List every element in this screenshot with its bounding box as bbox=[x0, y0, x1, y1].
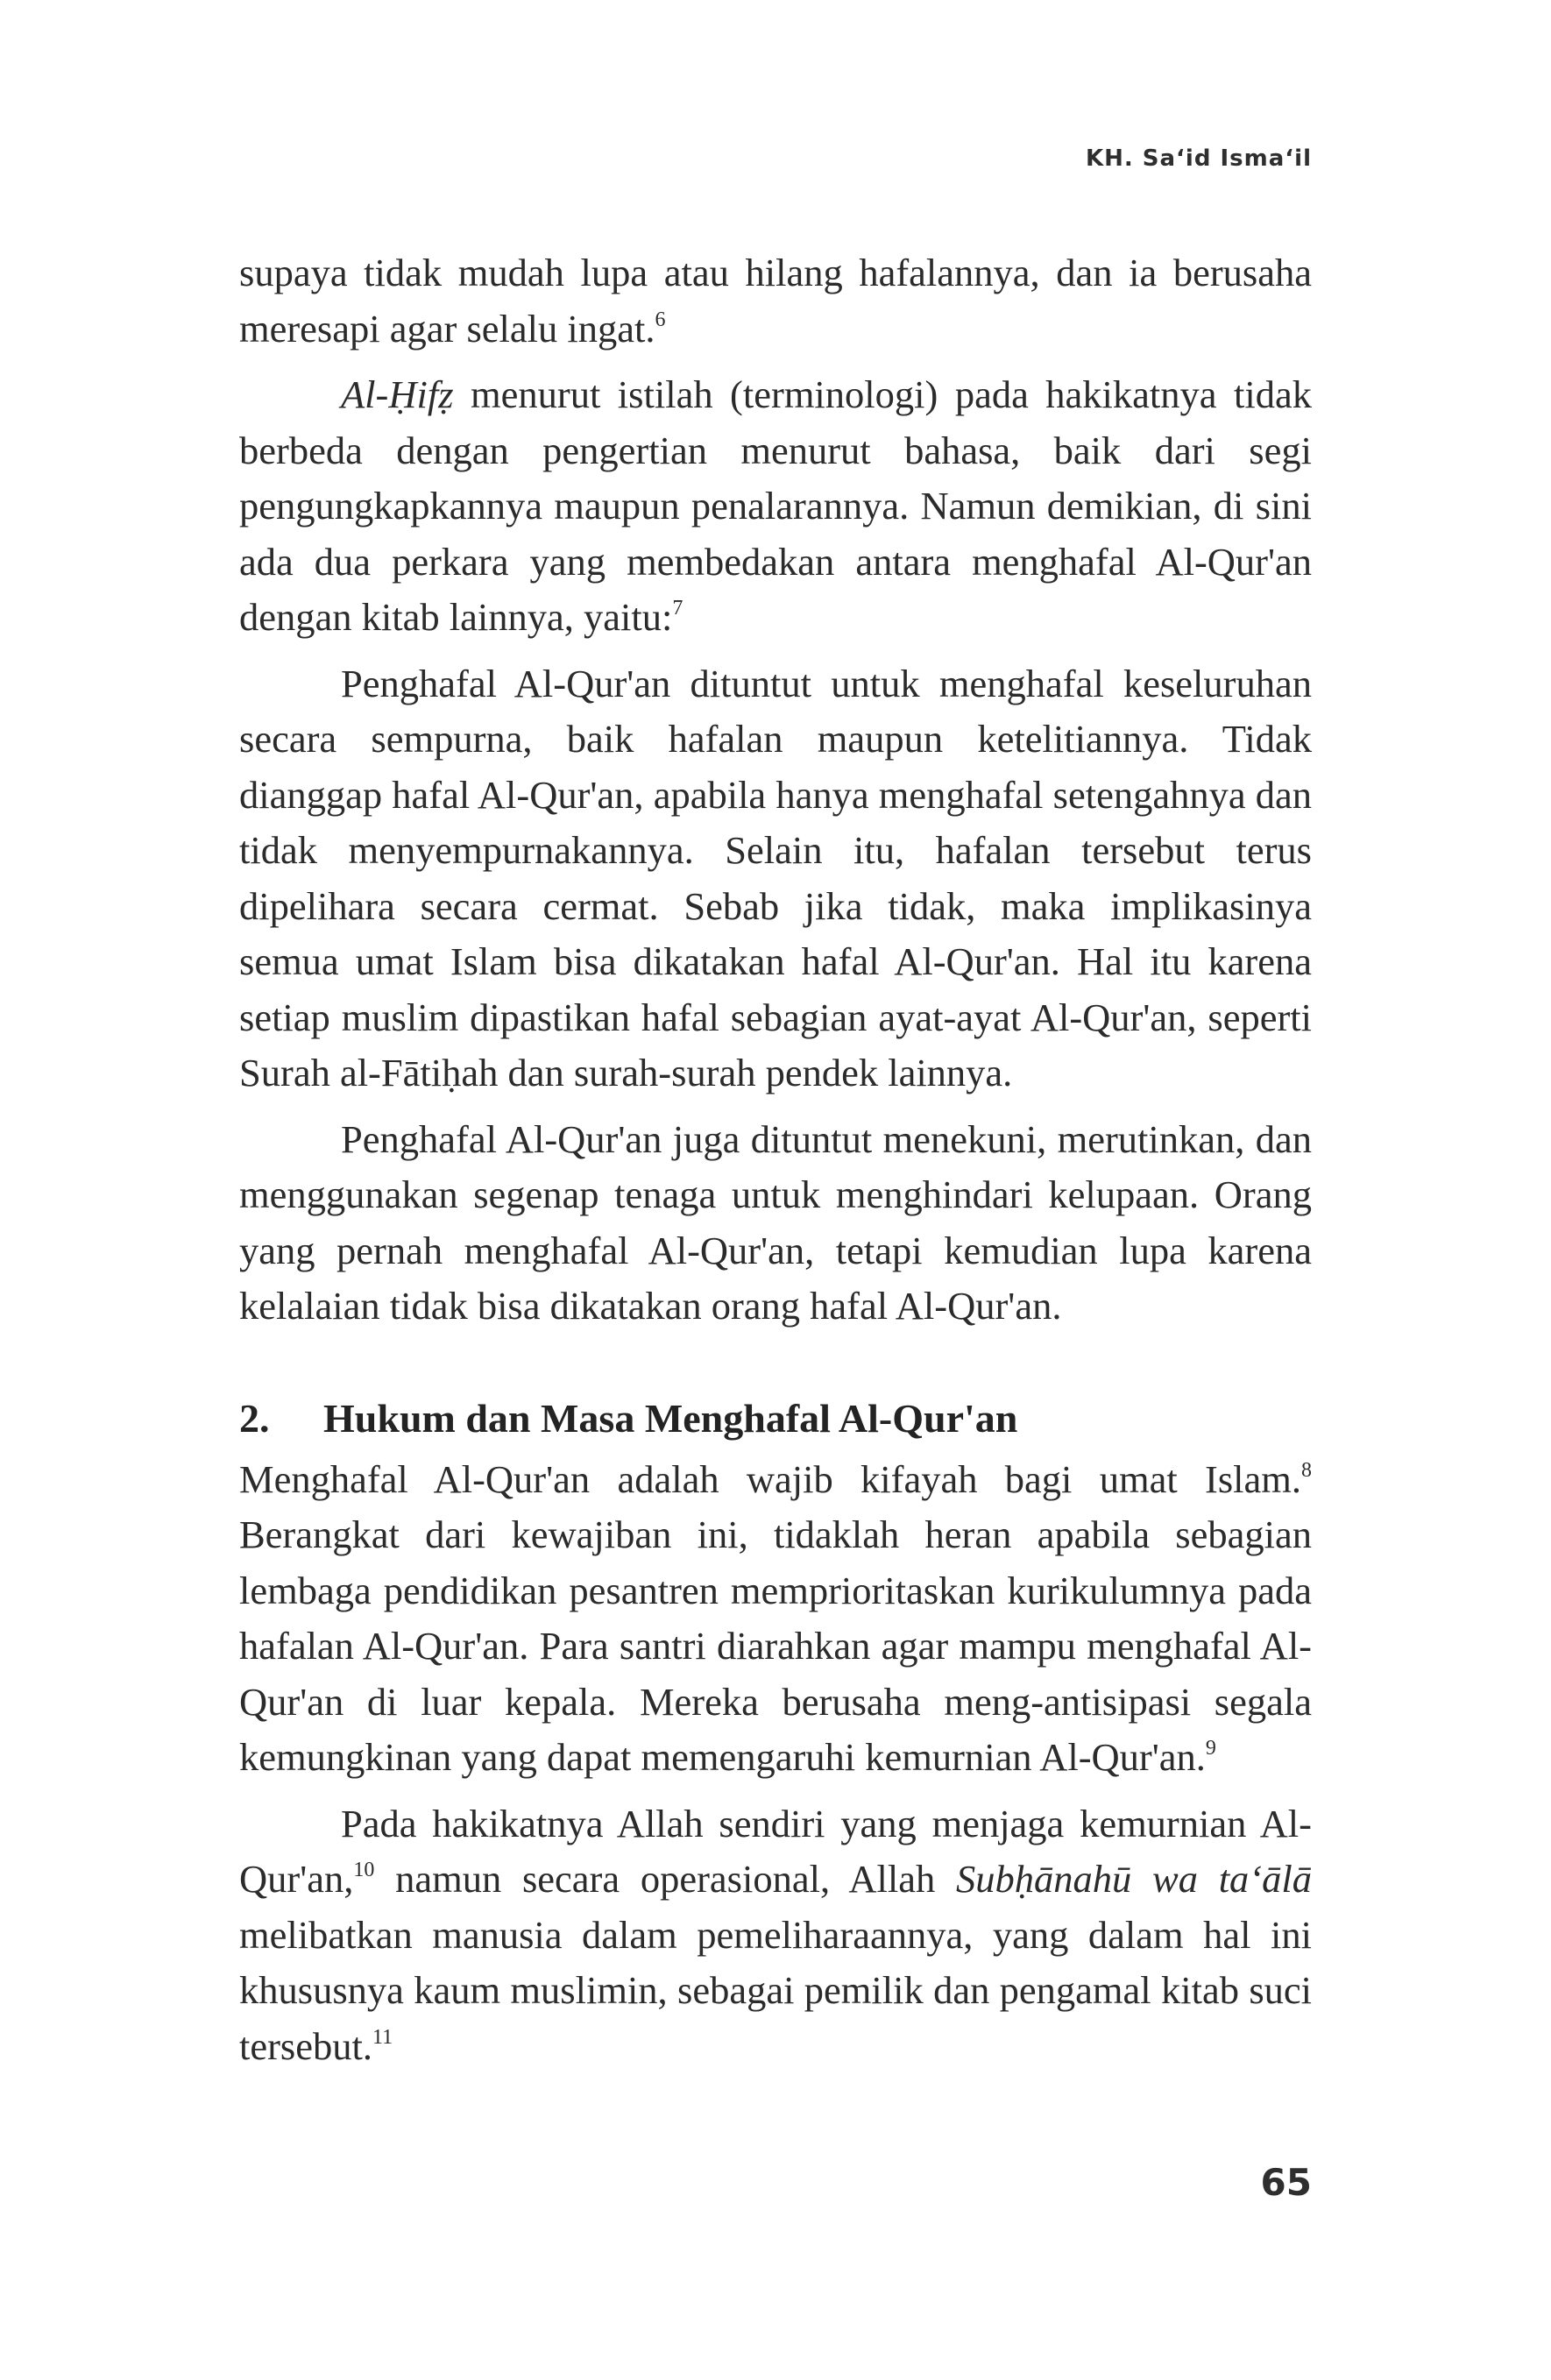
running-head-author: KH. Sa‘id Isma‘il bbox=[1085, 145, 1312, 172]
section-heading bbox=[239, 1391, 1312, 1447]
paragraph-2-text: menurut istilah (terminologi) pada hakikatnya tidak berbeda dengan pengertian menurut bahasa, baik dari segi pengungkapkannya maupun penalarannya. Namun demikian, di sini ada dua perkara yang membedakan antara menghafal Al-Qur'an dengan kitab lainnya, yaitu: bbox=[239, 372, 1312, 639]
footnote-ref-8[interactable]: 8 bbox=[1301, 1458, 1312, 1482]
footnote-ref-6[interactable]: 6 bbox=[655, 308, 666, 331]
paragraph-6 bbox=[239, 1796, 1312, 2075]
section-title: Hukum dan Masa Menghafal Al-Qur'an bbox=[323, 1395, 1018, 1441]
footnote-ref-9[interactable]: 9 bbox=[1205, 1737, 1216, 1760]
paragraph-6-text-b: namun secara operasional, Allah bbox=[374, 1857, 957, 1901]
footnote-ref-11[interactable]: 11 bbox=[372, 2025, 393, 2049]
paragraph-2 bbox=[239, 367, 1312, 646]
paragraph-5-text-a: Menghafal Al-Qur'an adalah wajib kifayah bagi umat Islam. bbox=[239, 1456, 1301, 1501]
page-number: 65 bbox=[1260, 2161, 1312, 2204]
paragraph-5 bbox=[239, 1452, 1312, 1786]
body-text bbox=[239, 245, 1312, 2085]
phrase-subhanahu: Subḥānahū wa ta‘ālā bbox=[956, 1857, 1312, 1901]
paragraph-5-text-b: Berangkat dari kewajiban ini, tidaklah heran apabila sebagian lembaga pendidikan pesantren memprioritaskan kurikulumnya pada hafalan Al-Qur'an. Para santri diarahkan agar mampu menghafal Al-Qur'an di luar kepala. Mereka berusaha meng-antisipasi segala kemungkinan yang dapat memengaruhi kemurnian Al-Qur'an. bbox=[239, 1512, 1312, 1779]
paragraph-6-text-c: melibatkan manusia dalam pemeliharaannya, yang dalam hal ini khususnya kaum muslimin, sebagai pemilik dan pengamal kitab suci tersebut. bbox=[239, 1912, 1312, 2068]
term-al-hifz: Al-Ḥifẓ bbox=[341, 372, 454, 416]
paragraph-1 bbox=[239, 245, 1312, 357]
section-number: 2. bbox=[239, 1395, 270, 1441]
paragraph-6-text-a: Pada hakikatnya Allah sendiri yang menjaga kemurnian Al-Qur'an, bbox=[239, 1801, 1312, 1901]
paragraph-1-text: supaya tidak mudah lupa atau hilang hafalannya, dan ia berusaha meresapi agar selalu ingat. bbox=[239, 251, 1312, 351]
paragraph-3: Penghafal Al-Qur'an dituntut untuk menghafal keseluruhan secara sempurna, baik hafalan maupun ketelitiannya. Tidak dianggap hafal Al-Qur'an, apabila hanya menghafal setengahnya dan tidak menyempurnakannya. Selain itu, hafalan tersebut terus dipelihara secara cermat. Sebab jika tidak, maka implikasinya semua umat Islam bisa dikatakan hafal Al-Qur'an. Hal itu karena setiap muslim dipastikan hafal sebagian ayat-ayat Al-Qur'an, seperti Surah al-Fātiḥah dan surah-surah pendek lainnya. bbox=[239, 661, 1312, 1094]
paragraph-4: Penghafal Al-Qur'an juga dituntut menekuni, merutinkan, dan menggunakan segenap tenaga untuk menghindari kelupaan. Orang yang pernah menghafal Al-Qur'an, tetapi kemudian lupa karena kelalaian tidak bisa dikatakan orang hafal Al-Qur'an. bbox=[239, 1116, 1312, 1328]
footnote-ref-10[interactable]: 10 bbox=[353, 1859, 375, 1881]
footnote-ref-7[interactable]: 7 bbox=[672, 597, 683, 620]
